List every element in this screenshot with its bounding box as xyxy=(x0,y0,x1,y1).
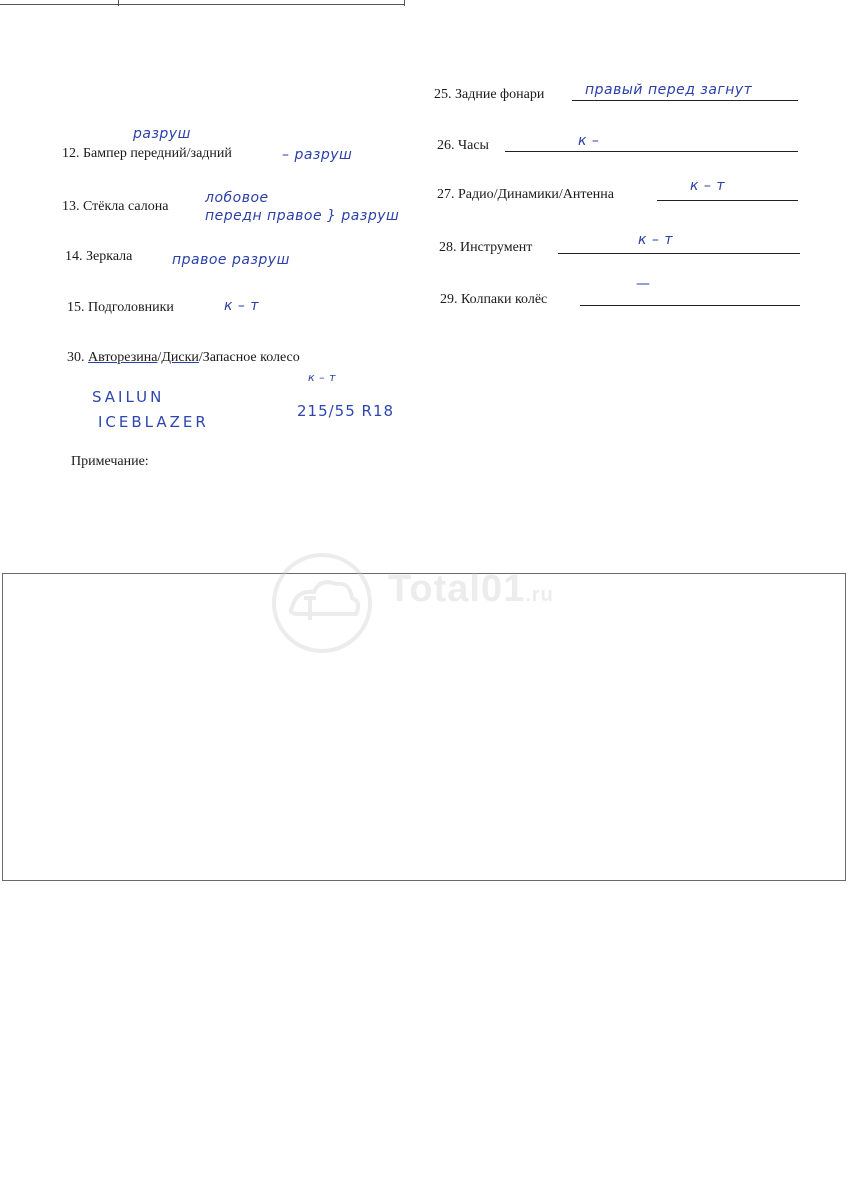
field-label: Колпаки колёс xyxy=(461,292,548,307)
watermark-name: Total01 xyxy=(388,568,526,610)
field-label: Стёкла салона xyxy=(83,199,169,214)
tires-label-part3: Запасное колесо xyxy=(202,350,300,365)
field-radio xyxy=(437,187,614,203)
field-number: 26. xyxy=(437,138,455,153)
field-label: Задние фонари xyxy=(455,87,545,102)
field-bumper xyxy=(62,146,232,162)
watermark xyxy=(270,548,600,658)
handwriting-hubcaps: — xyxy=(636,276,651,292)
fill-line xyxy=(572,100,798,101)
tires-label-part1: Авторезина xyxy=(88,350,158,365)
note-label: Примечание: xyxy=(71,454,149,469)
field-mirrors xyxy=(65,249,132,265)
field-label: Зеркала xyxy=(86,249,133,264)
field-number: 30. xyxy=(67,350,85,365)
field-label: Инструмент xyxy=(460,240,533,255)
watermark-text xyxy=(388,568,554,611)
handwriting-bumper: – разруш xyxy=(282,147,353,163)
field-number: 12. xyxy=(62,146,80,161)
field-number: 28. xyxy=(439,240,457,255)
handwriting-glass-line1: лобовое xyxy=(205,190,269,206)
handwriting-clock: к – xyxy=(578,133,600,149)
handwriting-tire-brand: SAILUN xyxy=(92,388,165,406)
handwriting-mirrors: правое разруш xyxy=(172,252,290,268)
field-tools xyxy=(439,240,532,256)
handwriting-tires-small: к – т xyxy=(308,371,337,384)
field-number: 27. xyxy=(437,187,455,202)
watermark-tld: .ru xyxy=(525,584,554,606)
field-number: 25. xyxy=(434,87,452,102)
field-label: Часы xyxy=(458,138,489,153)
top-table-tick xyxy=(118,0,119,6)
field-hubcaps xyxy=(440,292,547,308)
fill-line xyxy=(558,253,800,254)
fill-line xyxy=(580,305,800,306)
watermark-logo-icon xyxy=(270,548,380,658)
handwriting-rear-lights: правый перед загнут xyxy=(585,82,753,98)
field-number: 14. xyxy=(65,249,83,264)
field-number: 13. xyxy=(62,199,80,214)
handwriting-tire-model: ICEBLAZER xyxy=(98,413,209,431)
field-cabin-glass xyxy=(62,199,168,215)
field-number: 15. xyxy=(67,300,85,315)
field-clock xyxy=(437,138,489,154)
handwriting-headrests: к – т xyxy=(224,298,260,314)
handwriting-tire-size: 215/55 R18 xyxy=(297,402,395,420)
field-tires: 30. Авторезина/Диски/Запасное колесо xyxy=(67,350,300,365)
field-label: Бампер передний/задний xyxy=(83,146,232,161)
handwriting-radio: к – т xyxy=(690,178,726,194)
field-rear-lights xyxy=(434,87,544,103)
tires-label-part2: Диски xyxy=(161,350,199,365)
handwriting-glass-line2: передн правое } разруш xyxy=(205,208,400,224)
fill-line xyxy=(657,200,798,201)
field-label: Подголовники xyxy=(88,300,174,315)
handwriting-bumper-above: разруш xyxy=(133,126,191,142)
field-number: 29. xyxy=(440,292,458,307)
top-table-tick xyxy=(404,0,405,6)
handwriting-tools: к – т xyxy=(638,232,674,248)
field-headrests xyxy=(67,300,174,316)
top-table-rule xyxy=(0,0,405,5)
field-label: Радио/Динамики/Антенна xyxy=(458,187,614,202)
fill-line xyxy=(505,151,798,152)
